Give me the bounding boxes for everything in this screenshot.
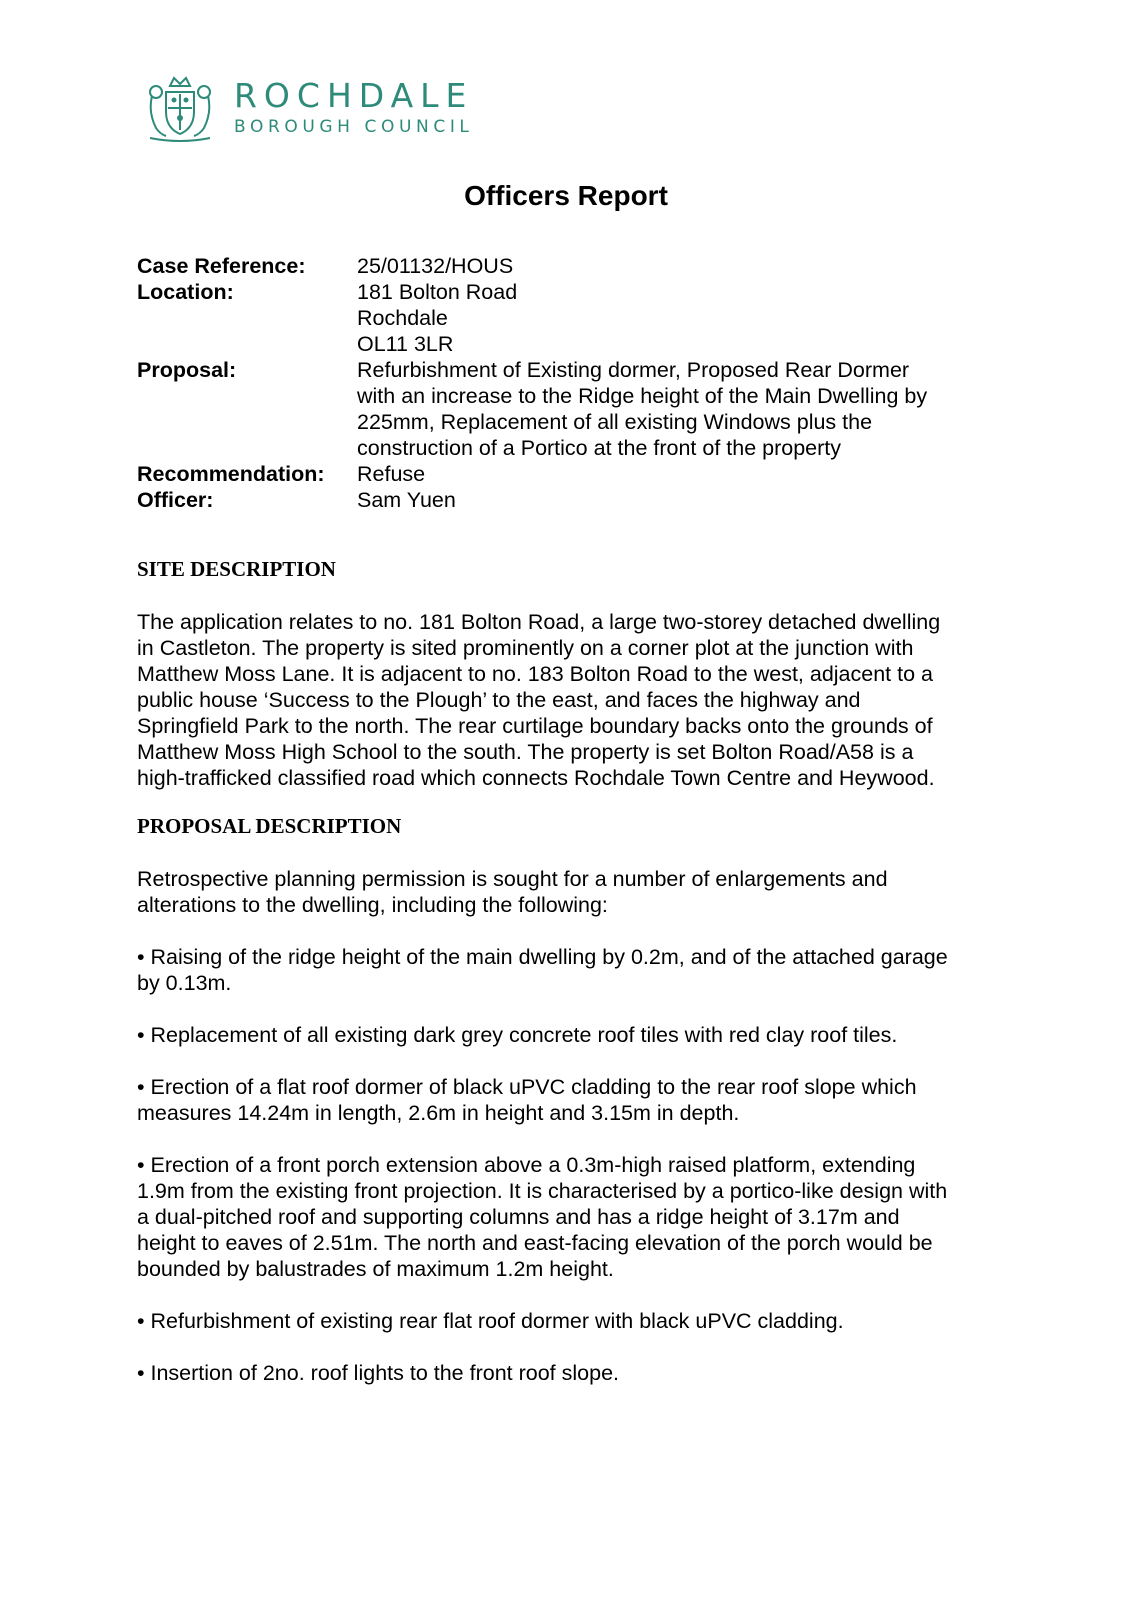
proposal-intro-text xyxy=(137,866,1007,918)
list-item xyxy=(137,1022,1007,1048)
council-crest-icon xyxy=(144,72,216,144)
proposal-bullet-list xyxy=(137,944,1007,1386)
list-item xyxy=(137,1308,1007,1334)
detail-row xyxy=(137,253,977,279)
detail-label: Officer: xyxy=(137,488,214,512)
text-line: • Erection of a flat roof dormer of black uPVC cladding to the rear roof slope which xyxy=(137,1075,917,1099)
text-line: by 0.13m. xyxy=(137,971,232,995)
org-name: ROCHDALE xyxy=(234,76,474,115)
list-item xyxy=(137,944,1007,996)
detail-label: Case Reference: xyxy=(137,254,306,278)
detail-value-line: Refuse xyxy=(357,462,426,486)
detail-value xyxy=(357,487,977,513)
council-logo xyxy=(144,72,474,144)
site-description-heading: SITE DESCRIPTION xyxy=(137,557,336,581)
text-line: • Refurbishment of existing rear flat roof dormer with black uPVC cladding. xyxy=(137,1309,844,1333)
detail-value xyxy=(357,253,977,279)
detail-row xyxy=(137,487,977,513)
text-line: 1.9m from the existing front projection. It is characterised by a portico-like design with xyxy=(137,1179,948,1203)
detail-row xyxy=(137,279,977,357)
list-item xyxy=(137,1360,1007,1386)
text-line: • Replacement of all existing dark grey concrete roof tiles with red clay roof tiles. xyxy=(137,1023,898,1047)
text-line: The application relates to no. 181 Bolton Road, a large two-storey detached dwelling xyxy=(137,610,941,634)
text-line: high-trafficked classified road which connects Rochdale Town Centre and Heywood. xyxy=(137,766,935,790)
text-line: height to eaves of 2.51m. The north and east-facing elevation of the porch would be xyxy=(137,1231,933,1255)
detail-label: Recommendation: xyxy=(137,462,325,486)
list-item xyxy=(137,1074,1007,1126)
text-line: a dual-pitched roof and supporting columns and has a ridge height of 3.17m and xyxy=(137,1205,900,1229)
text-line: public house ‘Success to the Plough’ to the east, and faces the highway and xyxy=(137,688,861,712)
text-line: • Erection of a front porch extension above a 0.3m-high raised platform, extending xyxy=(137,1153,916,1177)
page-title: Officers Report xyxy=(464,180,668,211)
detail-row xyxy=(137,461,977,487)
logo-text xyxy=(234,78,474,138)
text-line: alterations to the dwelling, including the following: xyxy=(137,893,608,917)
text-line: Matthew Moss High School to the south. The property is set Bolton Road/A58 is a xyxy=(137,740,914,764)
detail-value-line: OL11 3LR xyxy=(357,332,454,356)
detail-value-line: Refurbishment of Existing dormer, Proposed Rear Dormer xyxy=(357,358,910,382)
text-line: • Raising of the ridge height of the main dwelling by 0.2m, and of the attached garage xyxy=(137,945,948,969)
detail-value xyxy=(357,279,977,357)
list-item xyxy=(137,1152,1007,1282)
detail-row xyxy=(137,357,977,461)
detail-value-line: Rochdale xyxy=(357,306,448,330)
proposal-description-heading: PROPOSAL DESCRIPTION xyxy=(137,814,402,838)
text-line: • Insertion of 2no. roof lights to the front roof slope. xyxy=(137,1361,619,1385)
detail-value-line: 181 Bolton Road xyxy=(357,280,518,304)
text-line: in Castleton. The property is sited prominently on a corner plot at the junction with xyxy=(137,636,914,660)
site-description-text xyxy=(137,609,1007,791)
text-line: Springfield Park to the north. The rear curtilage boundary backs onto the grounds of xyxy=(137,714,933,738)
case-details xyxy=(137,253,977,513)
text-line: Matthew Moss Lane. It is adjacent to no. 183 Bolton Road to the west, adjacent to a xyxy=(137,662,933,686)
text-line: measures 14.24m in length, 2.6m in height and 3.15m in depth. xyxy=(137,1101,740,1125)
text-line: bounded by balustrades of maximum 1.2m height. xyxy=(137,1257,614,1281)
detail-value-line: with an increase to the Ridge height of the Main Dwelling by xyxy=(357,384,928,408)
detail-value-line: Sam Yuen xyxy=(357,488,456,512)
detail-value-line: construction of a Portico at the front of the property xyxy=(357,436,842,460)
text-line: Retrospective planning permission is sought for a number of enlargements and xyxy=(137,867,888,891)
org-subtitle: BOROUGH COUNCIL xyxy=(234,117,474,137)
detail-value xyxy=(357,357,977,461)
detail-label: Proposal: xyxy=(137,358,237,382)
proposal-description-section xyxy=(137,813,1007,1386)
site-description-section xyxy=(137,556,1007,791)
detail-value-line: 25/01132/HOUS xyxy=(357,254,514,278)
detail-value xyxy=(357,461,977,487)
detail-label: Location: xyxy=(137,280,234,304)
detail-value-line: 225mm, Replacement of all existing Windows plus the xyxy=(357,410,873,434)
